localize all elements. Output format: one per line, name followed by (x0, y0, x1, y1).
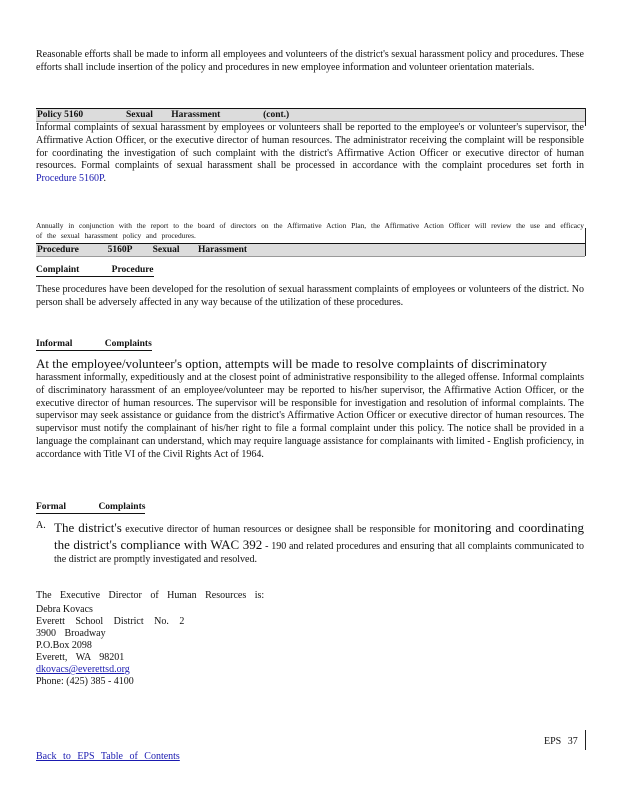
item-lead-rest: executive director of human resources or designee shall be responsible for (125, 524, 431, 535)
policy-cont: (cont.) (263, 110, 290, 120)
informal-complaints-heading: Informal Complaints (36, 339, 152, 349)
informal-complaints-lead: At the employee/volunteer's option, attempts will be made to resolve complaints of discriminatory (36, 356, 548, 371)
informal-complaints-paragraph: harassment informally, expeditiously and at the closest point of administrative responsibility to the alleged offense. Informal complaints of discriminatory harassment of an employee/volunteer may be reported to his/her supervisor, the Affirmative Action Officer, or the executive director of human resources. The supervisor will be responsible for investigation and resolution of informal complaints. The supervisor may seek assistance or guidance from the district's Affirmative Action Officer or executive director of human resources. The supervisor must notify the complainant of his/her right to file a formal complaint under this policy. The notice shall be provided in a language the complainant can understand, which may require language assistance for complainants with limited - English proficiency, in accordance with Title VI of the Civil Rights Act of 1964. (36, 372, 584, 460)
procedure-title: Sexual Harassment (152, 245, 248, 255)
policy-informal-paragraph (36, 122, 584, 186)
hr-director-intro: The Executive Director of Human Resources is: (36, 590, 265, 601)
page-number: EPS 37 (544, 736, 578, 747)
contact-phone: Phone: (425) 385 - 4100 (36, 676, 134, 687)
back-to-toc-link[interactable]: Back to EPS Table of Contents (36, 751, 180, 762)
contact-name: Debra Kovacs (36, 604, 93, 615)
formal-complaints-heading: Formal Complaints (36, 502, 146, 512)
item-rest: - 190 and related procedures and ensuring that all complaints communicated to the district are promptly investigated and resolved. (54, 540, 585, 565)
policy-header-bar (36, 108, 585, 122)
policy-informal-end: . (103, 173, 106, 185)
procedure-label: Procedure (37, 245, 79, 255)
contact-pobox: P.O.Box 2098 (36, 640, 92, 651)
complaint-procedure-heading: Complaint Procedure (36, 265, 154, 275)
complaint-procedure-paragraph: These procedures have been developed for the resolution of sexual harassment complaints of employees or volunteers of the district. No person shall be adversely affected in any way because of the utilization of these procedures. (36, 284, 584, 308)
formal-complaint-item-a (36, 520, 584, 566)
policy-number: Policy 5160 (37, 110, 84, 120)
margin-rule-3 (585, 730, 586, 750)
contact-org: Everett School District No. 2 (36, 616, 185, 627)
contact-email-link[interactable]: dkovacs@everettsd.org (36, 664, 130, 675)
policy-informal-text: Informal complaints of sexual harassment by employees or volunteers shall be reported to the employee's or volunteer's supervisor, the Affirmative Action Officer, or the executive director of human resources. The administrator receiving the complaint will be responsible for coordinating the investigation of such complaint with the district's Affirmative Action Officer or executive director of human resources. Formal complaints of sexual harassment shall be processed in accordance with the complaint procedures set forth in (36, 122, 584, 172)
margin-rule (585, 108, 586, 126)
procedure-5160p-link[interactable]: Procedure 5160P (36, 173, 104, 185)
contact-city: Everett, WA 98201 (36, 652, 125, 663)
annual-review-note: Annually in conjunction with the report to the board of directors on the Affirmative Action Plan, the Affirmative Action Officer will review the use and efficacy of the sexual harassment policy and procedures. (36, 221, 584, 240)
procedure-header-bar (36, 243, 585, 257)
intro-paragraph: Reasonable efforts shall be made to inform all employees and volunteers of the district's sexual harassment policy and procedures. These efforts shall include insertion of the policy and procedures in new employee information and volunteer orientation materials. (36, 49, 584, 73)
item-big-text: monitoring and coordinating the district's compliance with WAC 392 (54, 520, 585, 552)
item-letter: A. (36, 520, 46, 531)
policy-title: Sexual Harassment (125, 110, 221, 120)
contact-street: 3900 Broadway (36, 628, 106, 639)
hr-contact-address (36, 604, 184, 688)
procedure-number: 5160P (107, 245, 132, 255)
margin-rule-2 (585, 228, 586, 256)
item-lead: The district's (54, 520, 122, 535)
